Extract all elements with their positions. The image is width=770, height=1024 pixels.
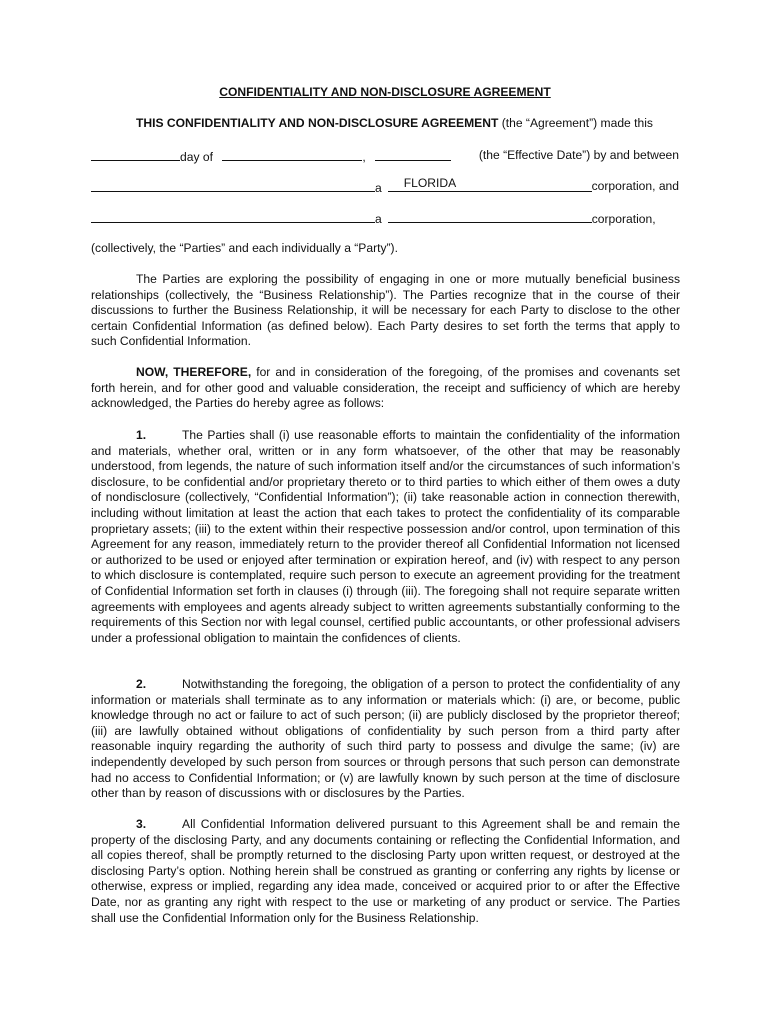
party2-corp-label: corporation,: [591, 212, 656, 226]
month-blank[interactable]: [222, 148, 362, 161]
party1-a: a: [375, 181, 382, 195]
section-2: [91, 677, 680, 802]
section-1-text: The Parties shall (i) use reasonable efforts to maintain the confidentiality of the information and materials, whether oral, written or in any form whatsoever, of the other that may be reasonably understood, from legends, the nature of such information itself and/or the circumstances of such information’s disclosure, to be confidential and/or proprietary thereto or to third parties to which either of them owes a duty of nondisclosure (collectively, “Confidential Information”); (ii) take reasonable action in connection therewith, including without limitation at least the action that each takes to protect the confidentiality of its comparable proprietary assets; (iii) to the extent within their respective possession and/or control, upon termination of this Agreement for any reason, immediately return to the provider thereof all Confidential Information not licensed or authorized to be used or enjoyed after termination or expiration hereof, and (iv) with respect to any person to which disclosure is contemplated, require such person to execute an agreement providing for the treatment of Confidential Information set forth in clauses (i) through (iii). The foregoing shall not require separate written agreements with employees and agents already subject to written agreements substantially conforming to the requirements of this Section nor with legal counsel, certified public accountants, or other professional advisers under a professional obligation to maintain the confidences of clients.: [91, 428, 680, 645]
section-2-number: 2.: [136, 677, 147, 691]
section-3: [91, 817, 680, 926]
party2-name-blank[interactable]: [91, 210, 375, 223]
party1-corp-label: corporation, and: [591, 179, 679, 193]
section-3-number: 3.: [136, 817, 147, 831]
section-3-text: All Confidential Information delivered pursuant to this Agreement shall be and remain the property of the disclosing Party, and any documents containing or reflecting the Confidential Information, and all copies thereof, shall be promptly returned to the disclosing Party upon written request, or destroyed at the disclosing Party’s option. Nothing herein shall be construed as granting or conferring any rights by license or otherwise, express or implied, regarding any idea made, conceived or acquired prior to or after the Effective Date, nor as granting any right with respect to the use or marketing of any product or service. The Parties shall use the Confidential Information only for the Business Relationship.: [91, 817, 680, 925]
day-of-label: day of: [180, 150, 213, 164]
party1-name-blank[interactable]: [91, 179, 375, 192]
date-line: [91, 148, 679, 166]
effective-date-label: (the “Effective Date”) by and between: [478, 148, 679, 162]
party1-state-field[interactable]: [388, 176, 592, 192]
section-2-text: Notwithstanding the foregoing, the obligation of a person to protect the confidentiality of any information or materials shall terminate as to any information or materials which: (i) are, or become, public knowledge through no act or failure to act of such person; (ii) are publicly disclosed by the proprietor thereof; (iii) are lawfully obtained without obligations of confidentiality by such person from a third party after reasonable inquiry regarding the authority of such third party to possess and divulge the same; (iv) are independently developed by such person from sources or through persons that such person can demonstrate had no access to Confidential Information; or (v) are lawfully known by such person at the time of disclosure other than by reason of discussions with or disclosures by the Parties.: [91, 677, 680, 801]
recital-paragraph: The Parties are exploring the possibility of engaging in one or more mutually beneficial business relationships (collectively, the “Business Relationship”). The Parties recognize that in the course of their discussions to further the Business Relationship, it will be necessary for each Party to disclose to the other certain Confidential Information (as defined below). Each Party desires to set forth the terms that apply to such Confidential Information.: [91, 272, 680, 349]
now-therefore-paragraph: [91, 365, 680, 412]
party1-state-value: FLORIDA: [403, 176, 457, 191]
intro-bold: THIS CONFIDENTIALITY AND NON-DISCLOSURE AGREEMENT: [136, 116, 499, 130]
document-title: CONFIDENTIALITY AND NON-DISCLOSURE AGREEMENT: [219, 85, 551, 99]
date-comma: ,: [362, 150, 366, 164]
day-blank[interactable]: [91, 148, 180, 161]
section-1: [91, 428, 680, 646]
intro-rest: (the “Agreement”) made this: [498, 116, 653, 130]
party1-line: [91, 176, 679, 197]
party2-line: [91, 210, 679, 228]
collectively-line: (collectively, the “Parties” and each individually a “Party”).: [91, 241, 398, 255]
section-1-number: 1.: [136, 428, 147, 442]
now-therefore-rest: for and in consideration of the foregoing, of the promises and covenants set forth herein, and for other good and valuable consideration, the receipt and sufficiency of which are hereby acknowledged, the Parties do hereby agree as follows:: [91, 365, 680, 411]
party2-state-blank[interactable]: [388, 210, 592, 223]
now-therefore-bold: NOW, THEREFORE,: [136, 365, 252, 379]
year-blank[interactable]: [375, 148, 451, 161]
party2-a: a: [375, 212, 382, 226]
